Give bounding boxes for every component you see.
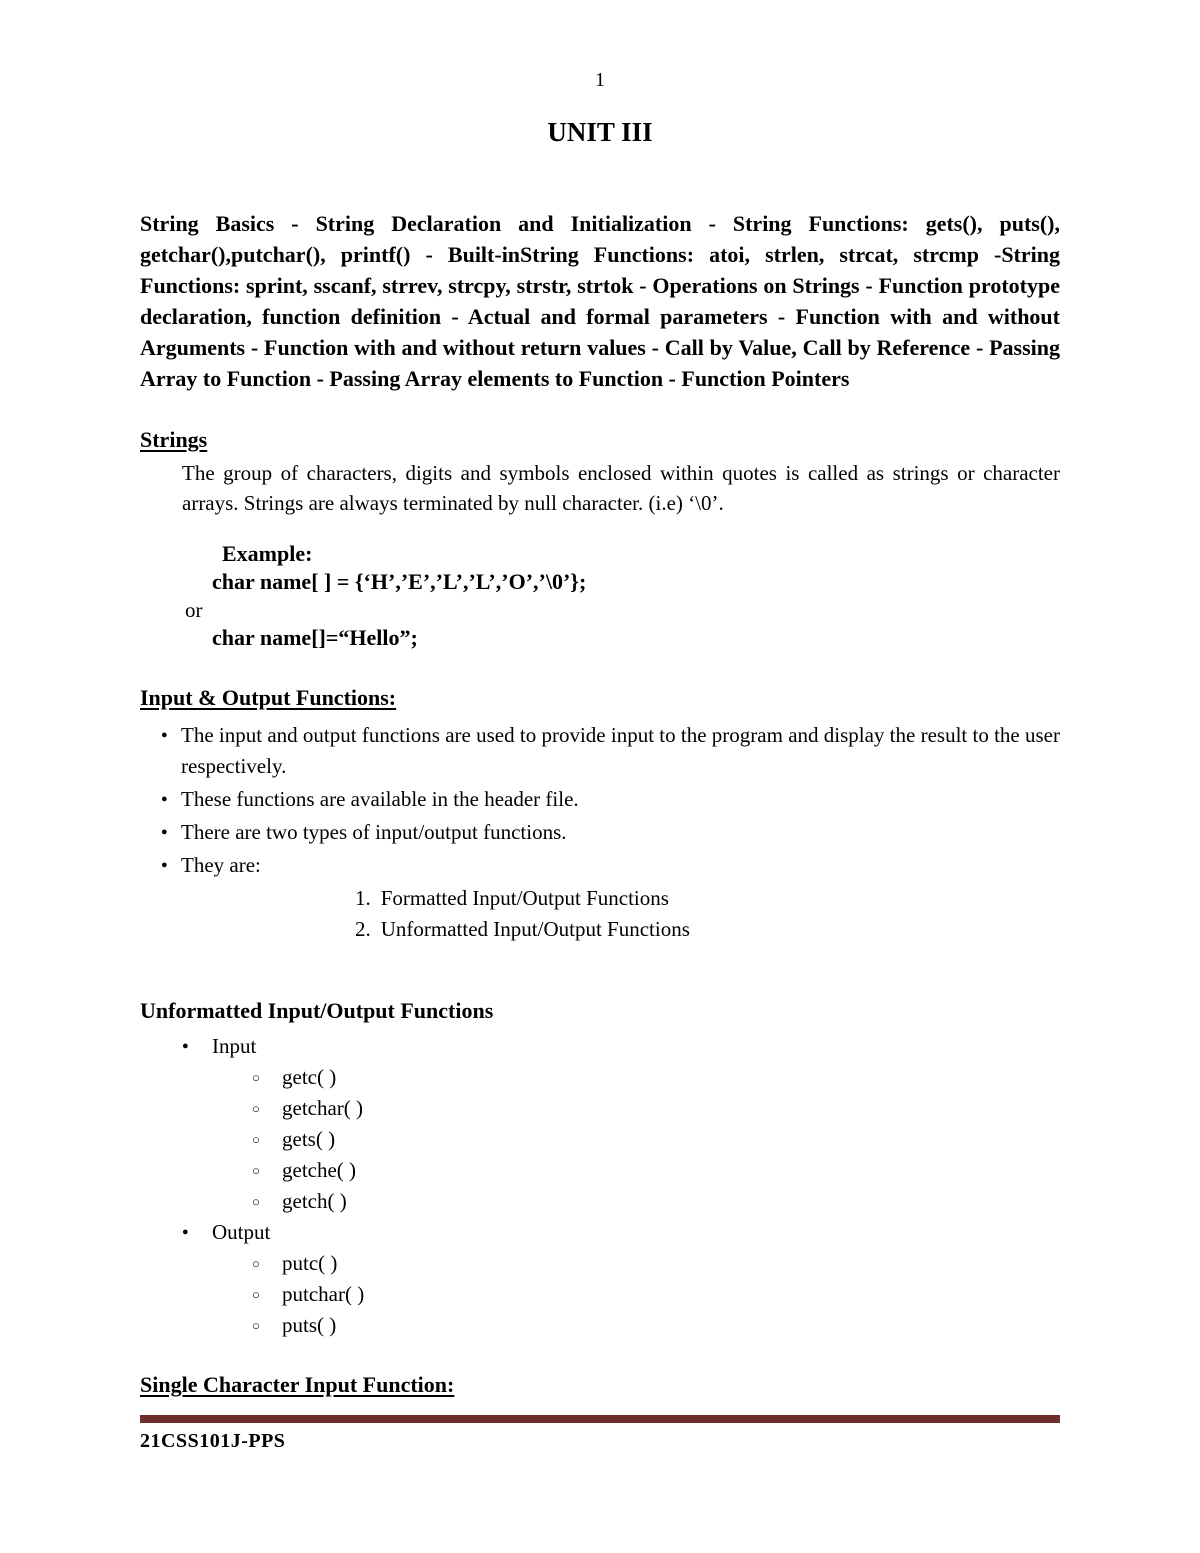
function-item: ○ getchar( ) (140, 1093, 1060, 1124)
page-title: UNIT III (547, 117, 653, 147)
list-item (140, 784, 1060, 815)
heading-io-functions: Input & Output Functions: (140, 685, 397, 710)
strings-definition: The group of characters, digits and symbols enclosed within quotes is called as strings or character arrays. Strings are always terminated by null character. (i.e) ‘\0’. (182, 461, 1060, 515)
numbered-item (140, 914, 1060, 945)
item-number: 1. (355, 886, 371, 910)
bullet-text: The input and output functions are used to provide input to the program and display the result to the user respectively. (181, 723, 1060, 778)
io-bullet-list (140, 720, 1060, 881)
item-number: 2. (355, 917, 371, 941)
list-item (140, 850, 1060, 881)
page-number: 1 (595, 69, 605, 91)
list-item (140, 817, 1060, 848)
list-item (140, 720, 1060, 782)
function-item: ○ putchar( ) (140, 1279, 1060, 1310)
bullet-text: There are two types of input/output functions. (181, 820, 567, 844)
input-group-label: ● Input (140, 1031, 1060, 1062)
item-text: Formatted Input/Output Functions (380, 886, 669, 910)
output-group-label: ● Output (140, 1217, 1060, 1248)
bullet-text: These functions are available in the header file. (181, 787, 579, 811)
function-item: ○ gets( ) (140, 1124, 1060, 1155)
unformatted-function-list (140, 1031, 1060, 1341)
function-item: ○ getc( ) (140, 1062, 1060, 1093)
syllabus-paragraph: String Basics - String Declaration and Initialization - String Functions: gets(), puts(), getchar(),putchar(), printf() - Built-inString Functions: atoi, strlen, strcat, strcmp -String Functions: sprint, sscanf, strrev, strcpy, strstr, strtok - Operations on Strings - Function prototype declaration, function definition - Actual and formal parameters - Function with and without Arguments - Function with and without return values - Call by Value, Call by Reference - Passing Array to Function - Passing Array elements to Function - Function Pointers (140, 211, 1060, 391)
code-line-char-string: char name[]=“Hello”; (212, 625, 418, 650)
page-content (140, 0, 1060, 1453)
footer-course-code: 21CSS101J-PPS (140, 1430, 286, 1452)
heading-unformatted-io: Unformatted Input/Output Functions (140, 998, 494, 1023)
numbered-item (140, 883, 1060, 914)
example-label: Example: (222, 541, 313, 566)
function-item: ○ putc( ) (140, 1248, 1060, 1279)
function-item: ○ puts( ) (140, 1310, 1060, 1341)
code-line-char-array: char name[ ] = {‘H’,’E’,’L’,’L’,’O’,’\0’}; (212, 569, 587, 594)
io-numbered-list (140, 883, 1060, 945)
heading-strings: Strings (140, 427, 208, 452)
or-label: or (185, 598, 203, 622)
item-text: Unformatted Input/Output Functions (380, 917, 690, 941)
footer-divider (140, 1415, 1060, 1423)
function-item: ○ getche( ) (140, 1155, 1060, 1186)
function-item: ○ getch( ) (140, 1186, 1060, 1217)
heading-single-character-input: Single Character Input Function: (140, 1372, 455, 1397)
example-block (140, 540, 1060, 652)
bullet-text: They are: (181, 853, 261, 877)
